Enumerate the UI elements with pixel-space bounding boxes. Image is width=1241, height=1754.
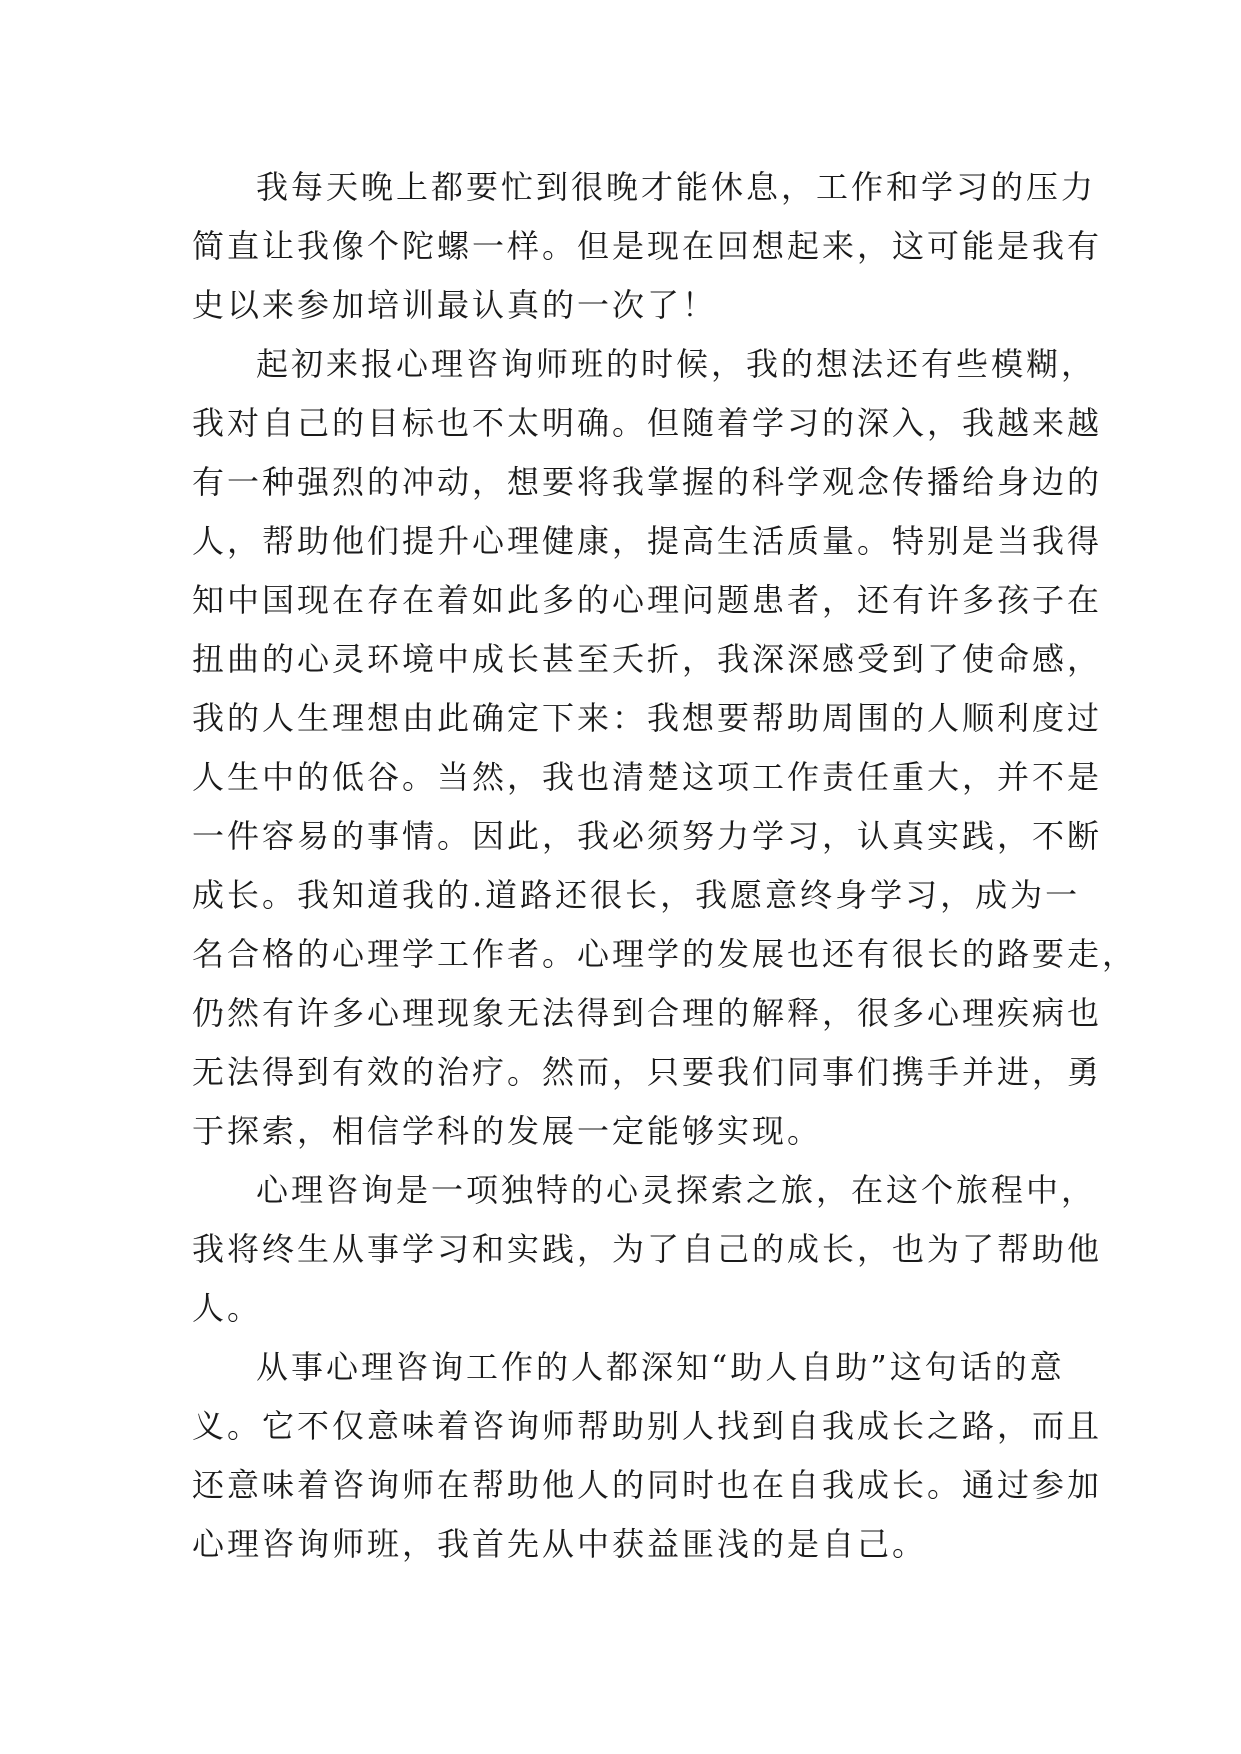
document-body (192, 158, 1138, 1574)
paragraph-3 (192, 1161, 1103, 1338)
text-line: 起初来报心理咨询师班的时候，我的想法还有些模糊， (256, 345, 1097, 383)
text-line: 扭曲的心灵环境中成长甚至夭折，我深深感受到了使命感， (192, 640, 1103, 678)
text-line: 仍然有许多心理现象无法得到合理的解释，很多心理疾病也 (192, 994, 1103, 1032)
text-line: 我每天晚上都要忙到很晚才能休息，工作和学习的压力 (256, 168, 1097, 206)
text-line: 我对自己的目标也不太明确。但随着学习的深入，我越来越 (192, 404, 1103, 442)
text-line: 心理咨询是一项独特的心灵探索之旅，在这个旅程中， (256, 1171, 1097, 1209)
text-line: 我的人生理想由此确定下来：我想要帮助周围的人顺利度过 (192, 699, 1103, 737)
text-line: 从事心理咨询工作的人都深知“助人自助”这句话的意 (256, 1348, 1065, 1386)
text-line: 我将终生从事学习和实践，为了自己的成长，也为了帮助他 (192, 1230, 1103, 1268)
text-line: 知中国现在存在着如此多的心理问题患者，还有许多孩子在 (192, 581, 1103, 619)
text-line: 于探索，相信学科的发展一定能够实现。 (192, 1112, 823, 1150)
paragraph-4 (192, 1338, 1103, 1574)
text-line: 还意味着咨询师在帮助他人的同时也在自我成长。通过参加 (192, 1466, 1103, 1504)
text-line: 史以来参加培训最认真的一次了！ (192, 286, 718, 324)
text-line: 人。 (192, 1289, 263, 1327)
paragraph-1 (192, 158, 1103, 335)
text-line: 心理咨询师班，我首先从中获益匪浅的是自己。 (192, 1525, 928, 1563)
text-line: 成长。我知道我的.道路还很长，我愿意终身学习，成为一 (192, 876, 1081, 914)
text-line: 人生中的低谷。当然，我也清楚这项工作责任重大，并不是 (192, 758, 1103, 796)
text-line: 义。它不仅意味着咨询师帮助别人找到自我成长之路，而且 (192, 1407, 1103, 1445)
paragraph-2 (192, 335, 1138, 1161)
text-line: 名合格的心理学工作者。心理学的发展也还有很长的路要走， (192, 935, 1138, 973)
text-line: 简直让我像个陀螺一样。但是现在回想起来，这可能是我有 (192, 227, 1103, 265)
text-line: 人，帮助他们提升心理健康，提高生活质量。特别是当我得 (192, 522, 1103, 560)
text-line: 无法得到有效的治疗。然而，只要我们同事们携手并进，勇 (192, 1053, 1103, 1091)
text-line: 有一种强烈的冲动，想要将我掌握的科学观念传播给身边的 (192, 463, 1103, 501)
text-line: 一件容易的事情。因此，我必须努力学习，认真实践，不断 (192, 817, 1103, 855)
